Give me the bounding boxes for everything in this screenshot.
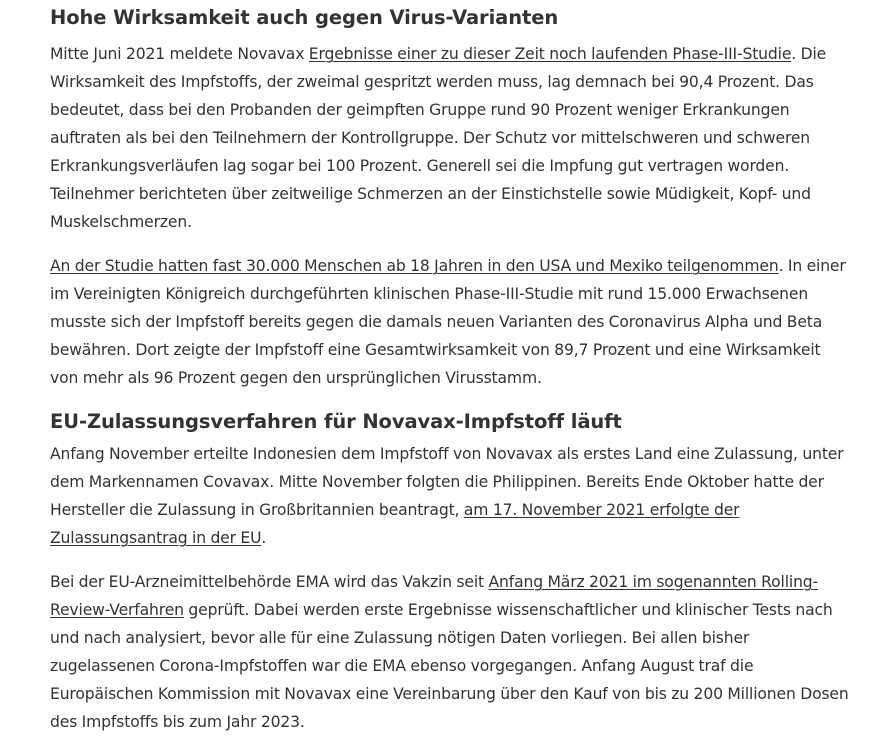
link-study-participants[interactable]: An der Studie hatten fast 30.000 Menschen ab 18 Jahren in den USA und Mexiko teilgenommen xyxy=(50,257,779,275)
paragraph-text: Mitte Juni 2021 meldete Novavax xyxy=(50,45,309,63)
link-phase-3-results[interactable]: Ergebnisse einer zu dieser Zeit noch laufenden Phase-III-Studie xyxy=(308,45,792,63)
paragraph-text: geprüft. Dabei werden erste Ergebnisse wissenschaftlicher und klinischer Tests nach und nach analysiert, bevor alle für eine Zulassung nötigen Daten vorliegen. Bei allen bisher zugelassenen Corona-Impfstoffen war die EMA ebenso vorgegangen. Anfang August traf die Europäischen Kommission mit Novavax eine Vereinbarung über den Kauf von bis zu 200 Millionen Dosen des Impfstoffs bis zum Jahr 2023. xyxy=(50,601,849,731)
paragraph-text: . xyxy=(261,529,267,547)
paragraph-text: . In einer im Vereinigten Königreich durchgeführten klinischen Phase-III-Studie mit rund 15.000 Erwachsenen musste sich der Impfstoff bereits gegen die damals neuen Varianten des Coronavirus Alpha und Beta bewähren. Dort zeigte der Impfstoff eine Gesamtwirksamkeit von 89,7 Prozent und eine Wirksamkeit von mehr als 96 Prozent gegen den ursprünglichen Virusstamm. xyxy=(50,257,846,387)
link-rolling-review[interactable]: Anfang März 2021 im sogenannten Rolling-Review-Verfahren xyxy=(50,573,819,619)
paragraph-study-results xyxy=(50,40,850,236)
paragraph-text: Bei der EU-Arzneimittelbehörde EMA wird das Vakzin seit xyxy=(50,573,489,591)
paragraph-text: . Die Wirksamkeit des Impfstoffs, der zweimal gespritzt werden muss, lag demnach bei 90,4 Prozent. Das bedeutet, dass bei den Probanden der geimpften Gruppe rund 90 Prozent weniger Erkrankungen auftraten als bei den Teilnehmern der Kontrollgruppe. Der Schutz vor mittelschweren und schweren Erkrankungsverläufen lag sogar bei 100 Prozent. Generell sei die Impfung gut vertragen worden. Teilnehmer berichteten über zeitweilige Schmerzen an der Einstichstelle sowie Müdigkeit, Kopf- und Muskelschmerzen. xyxy=(50,45,827,231)
paragraph-study-participants xyxy=(50,252,850,392)
section-heading-efficacy: Hohe Wirksamkeit auch gegen Virus-Varianten xyxy=(50,6,559,29)
paragraph-approvals xyxy=(50,440,850,552)
article-body xyxy=(50,0,850,736)
paragraph-text: Anfang November erteilte Indonesien dem Impfstoff von Novavax als erstes Land eine Zulassung, unter dem Markennamen Covavax. Mitte November folgten die Philippinen. Bereits Ende Oktober hatte der Hersteller die Zulassung in Großbritannien beantragt, xyxy=(50,445,844,519)
link-eu-application[interactable]: am 17. November 2021 erfolgte der Zulassungsantrag in der EU xyxy=(50,501,740,547)
paragraph-ema-review xyxy=(50,568,850,736)
section-heading-eu-approval: EU-Zulassungsverfahren für Novavax-Impfstoff läuft xyxy=(50,410,622,433)
